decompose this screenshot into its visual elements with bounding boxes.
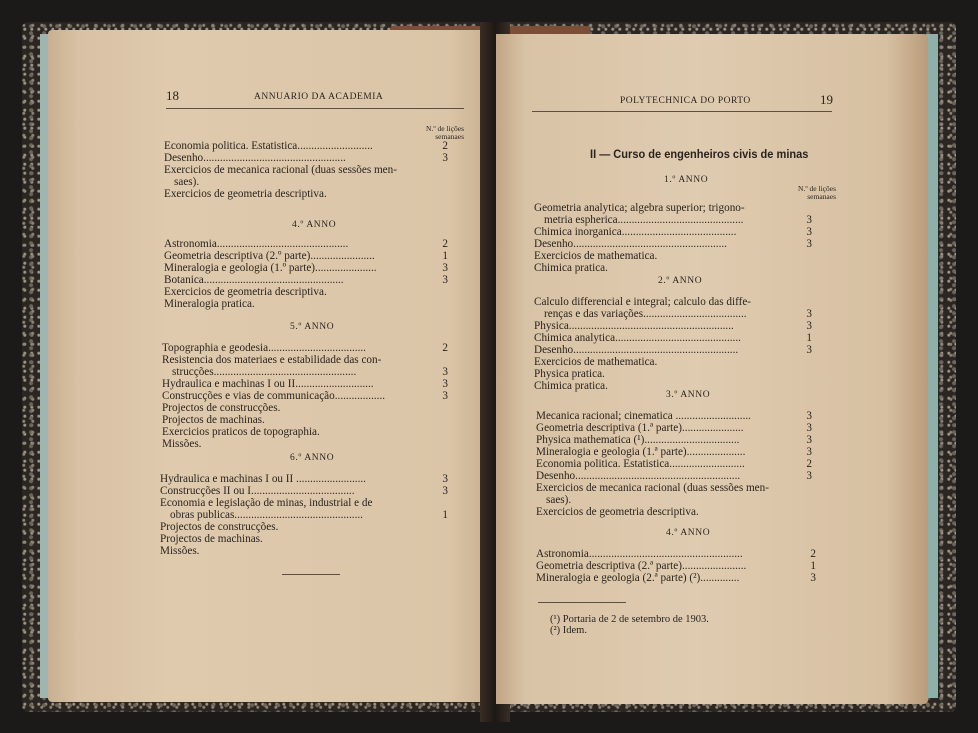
year-heading: 1.º ANNO — [664, 175, 709, 185]
course-name: renças e das variações..................................... — [544, 308, 747, 320]
lesson-count: 2 — [810, 548, 816, 560]
course-name: strucções................................................... — [172, 366, 357, 378]
course-name: Projectos de construcções. — [160, 521, 279, 533]
lesson-count: 2 — [442, 238, 448, 250]
lesson-count: 3 — [442, 390, 448, 402]
page-number: 19 — [820, 92, 833, 107]
footnote: (¹) Portaria de 2 de setembro de 1903. — [550, 614, 709, 625]
course-name: Projectos de construcções. — [162, 402, 281, 414]
header-rule — [166, 108, 464, 109]
course-name: Mineralogia e geologia (1.ª parte)..................... — [536, 446, 746, 458]
course-name: saes). — [174, 176, 200, 188]
course-name: Economia politica. Estatistica........................... — [536, 458, 745, 470]
course-name: Resistencia dos materiaes e estabilidade das con- — [162, 354, 382, 366]
course-name: Physica mathematica (¹).................................. — [536, 434, 740, 446]
lesson-count: 2 — [442, 140, 448, 152]
course-name: Exercicios de mathematica. — [534, 356, 658, 368]
course-name: Geometria analytica; algebra superior; trigono- — [534, 202, 745, 214]
course-name: Desenho........................................................... — [534, 344, 739, 356]
course-name: Mineralogia pratica. — [164, 298, 255, 310]
section-title: II — Curso de engenheiros civis de minas — [590, 147, 809, 161]
course-name: Exercicios de mecanica racional (duas sessões men- — [536, 482, 769, 494]
lesson-count: 3 — [442, 274, 448, 286]
lesson-count: 3 — [806, 308, 812, 320]
column-header: N.º de lições semanaes — [426, 124, 464, 141]
course-name: Botanica.................................................. — [164, 274, 344, 286]
course-name: Physica pratica. — [534, 368, 605, 380]
course-name: Mecanica racional; cinematica ........................... — [536, 410, 751, 422]
course-name: Projectos de machinas. — [160, 533, 263, 545]
lesson-count: 1 — [806, 332, 812, 344]
course-name: Mineralogia e geologia (2.ª parte) (²).............. — [536, 572, 740, 584]
course-name: obras publicas.............................................. — [170, 509, 363, 521]
course-row — [160, 545, 450, 560]
lesson-count: 3 — [810, 572, 816, 584]
course-name: Geometria descriptiva (2.ª parte)....................... — [536, 560, 747, 572]
course-name: Construcções II ou I..................................... — [160, 485, 355, 497]
lesson-count: 3 — [442, 366, 448, 378]
lesson-count: 2 — [442, 342, 448, 354]
course-name: Astronomia............................................... — [164, 238, 349, 250]
course-name: Hydraulica e machinas I ou II............................ — [162, 378, 374, 390]
course-name: Economia politica. Estatistica........................... — [164, 140, 373, 152]
footnote-rule — [538, 602, 626, 603]
lesson-count: 1 — [810, 560, 816, 572]
page-number: 18 — [166, 88, 179, 103]
course-name: Hydraulica e machinas I ou II ......................... — [160, 473, 366, 485]
course-name: Desenho................................................... — [164, 152, 346, 164]
lesson-count: 3 — [806, 320, 812, 332]
end-rule — [282, 574, 340, 575]
course-name: Mineralogia e geologia (1.º parte)...................... — [164, 262, 377, 274]
course-name: Chimica analytica............................................. — [534, 332, 741, 344]
course-name: saes). — [546, 494, 572, 506]
course-name: Exercicios de geometria descriptiva. — [164, 286, 327, 298]
course-name: Exercicios praticos de topographia. — [162, 426, 320, 438]
footnote: (²) Idem. — [550, 625, 587, 636]
running-head: POLYTECHNICA DO PORTO — [620, 96, 751, 106]
course-name: Missões. — [162, 438, 202, 450]
lesson-count: 2 — [806, 458, 812, 470]
course-name: Physica........................................................... — [534, 320, 734, 332]
lesson-count: 3 — [806, 344, 812, 356]
course-name: Chimica pratica. — [534, 380, 608, 392]
column-header: N.º de lições semanaes — [798, 184, 836, 201]
course-name: Desenho....................................................... — [534, 238, 727, 250]
lesson-count: 3 — [442, 485, 448, 497]
year-heading: 3.º ANNO — [666, 390, 711, 400]
lesson-count: 3 — [806, 446, 812, 458]
lesson-count: 3 — [442, 152, 448, 164]
course-name: Projectos de machinas. — [162, 414, 265, 426]
lesson-count: 3 — [806, 434, 812, 446]
lesson-count: 3 — [806, 422, 812, 434]
course-name: Geometria descriptiva (2.º parte)....................... — [164, 250, 375, 262]
course-name: Calculo differencial e integral; calculo das diffe- — [534, 296, 752, 308]
course-name: Exercicios de geometria descriptiva. — [536, 506, 699, 518]
course-name: Exercicios de geometria descriptiva. — [164, 188, 327, 200]
course-name: Exercicios de mathematica. — [534, 250, 658, 262]
lesson-count: 3 — [806, 214, 812, 226]
year-heading: 4.º ANNO — [292, 220, 337, 230]
course-row — [536, 572, 818, 587]
lesson-count: 3 — [442, 378, 448, 390]
year-heading: 2.º ANNO — [658, 276, 703, 286]
course-name: Astronomia....................................................... — [536, 548, 743, 560]
course-name: Chimica inorganica......................................... — [534, 226, 737, 238]
year-heading: 5.º ANNO — [290, 322, 335, 332]
lesson-count: 3 — [806, 470, 812, 482]
course-name: Geometria descriptiva (1.ª parte)...................... — [536, 422, 744, 434]
course-name: Topographia e geodesia................................... — [162, 342, 366, 354]
course-name: Chimica pratica. — [534, 262, 608, 274]
lesson-count: 1 — [442, 509, 448, 521]
course-row — [162, 438, 450, 453]
year-heading: 6.º ANNO — [290, 453, 335, 463]
course-row — [534, 262, 814, 277]
lesson-count: 3 — [442, 473, 448, 485]
course-row — [536, 506, 814, 521]
year-heading: 4.º ANNO — [666, 528, 711, 538]
course-name: metria espherica............................................. — [544, 214, 744, 226]
course-row — [164, 188, 450, 203]
lesson-count: 3 — [806, 410, 812, 422]
header-rule — [532, 111, 832, 112]
lesson-count: 3 — [806, 226, 812, 238]
course-name: Construcções e vias de communicação.................. — [162, 390, 386, 402]
course-name: Missões. — [160, 545, 200, 557]
course-row — [164, 298, 450, 313]
lesson-count: 1 — [442, 250, 448, 262]
lesson-count: 3 — [442, 262, 448, 274]
lesson-count: 3 — [806, 238, 812, 250]
course-name: Exercicios de mecanica racional (duas sessões men- — [164, 164, 397, 176]
right-page — [496, 34, 928, 704]
left-page — [48, 30, 496, 702]
course-name: Desenho........................................................... — [536, 470, 741, 482]
course-name: Economia e legislação de minas, industrial e de — [160, 497, 373, 509]
running-head: ANNUARIO DA ACADEMIA — [254, 92, 384, 102]
